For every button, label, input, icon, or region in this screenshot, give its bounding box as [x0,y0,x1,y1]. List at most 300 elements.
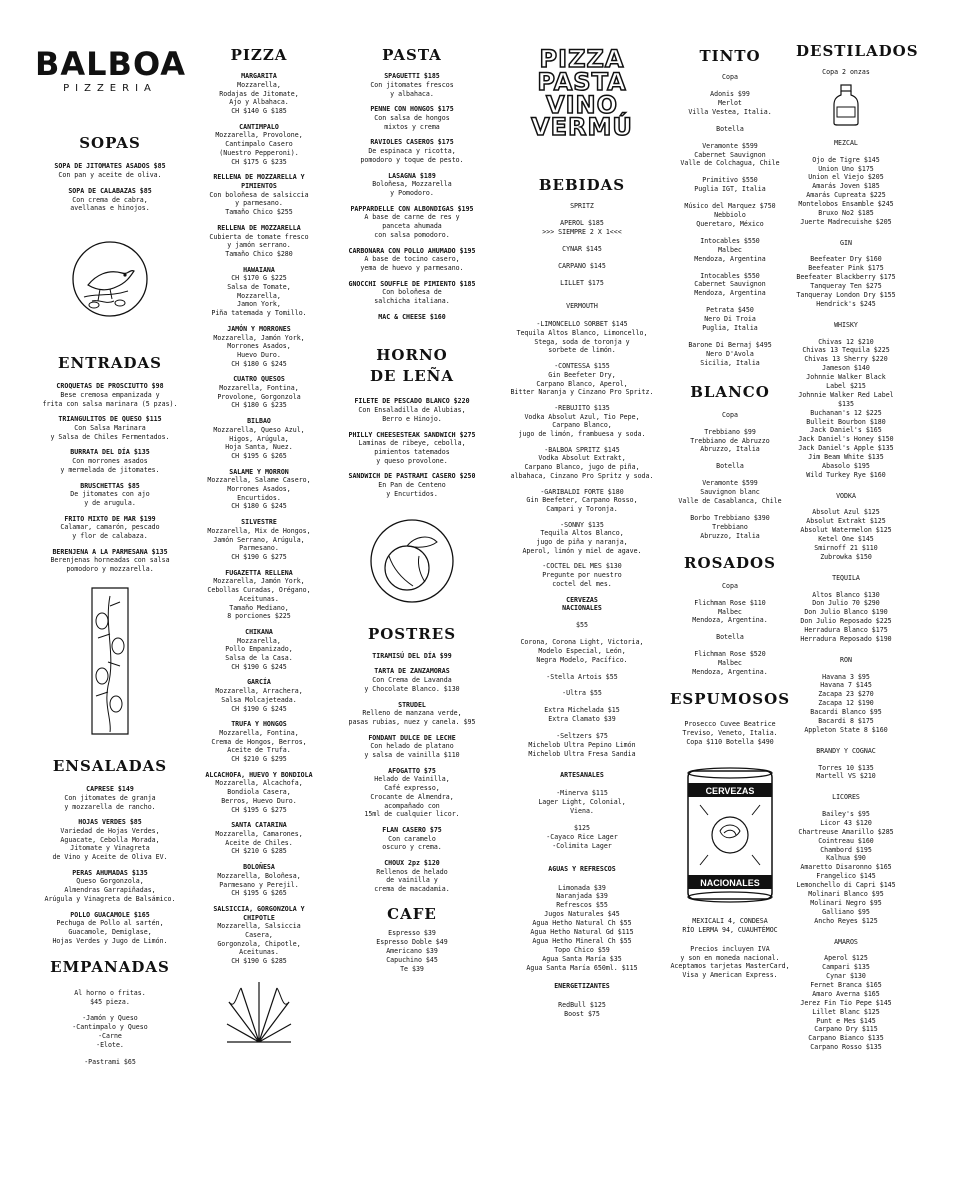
pizza-item-name: GARCÍA [247,678,271,687]
pasta-item-name: GNOCCHI SOUFFLE DE PIMIENTO $185 [348,279,476,288]
pizza-item-desc: Cantimpalo Casero [225,140,293,149]
pizza-item-desc: y jamón serrano. [227,241,291,250]
postres-item [336,701,488,727]
destilados-group-list [796,954,896,1052]
destilados-line: Abasolo $195 [822,462,870,470]
espumosos-list [670,720,790,747]
pasta-item [336,247,488,273]
section-title-ensaladas: ENSALADAS [52,756,168,775]
vermouth-item [508,562,656,588]
pizza-item [203,173,315,217]
cervezas-spacer [508,630,656,638]
cervezas-line: Negra Modelo, Pacífico. [536,655,628,664]
tinto-line: Puglia, Italia [702,323,758,332]
tinto-line: Petrata $450 [706,306,754,315]
vermouth-item-line: sorbete de limón. [548,346,616,355]
rosados-line: Mendoza, Argentina. [692,616,768,625]
vermouth-item-line: jugo de limón, frambuesa y soda. [518,430,646,439]
pizza-item-desc: CH $170 G $225 [231,274,287,283]
destilados-line: Jameson $140 [822,364,870,373]
rosados-line: Copa [722,581,738,590]
entradas-item-desc: y flor de calabaza. [72,532,148,541]
pizza-item-name: CUATRO QUESOS [233,375,285,384]
tinto-line: Barone Di Bernaj $495 [688,340,772,349]
tinto-line: Villa Vestea, Italia. [688,107,772,116]
column-3 [336,0,488,974]
section-title-sopas: SOPAS [79,134,141,153]
destilados-group [796,139,896,227]
empanadas-line: -Elote. [96,1041,124,1050]
destilados-line: Cointreau $160 [818,836,874,845]
vermouth-item [508,404,656,439]
destilados-line: Altos Blanco $130 [812,590,880,599]
column-1 [35,0,185,1067]
blanco-line: Veramonte $599 [702,479,758,488]
pasta-item-desc: Con boloñesa de [382,288,442,297]
ensaladas-item-desc: Con jitomates de granja [64,793,156,802]
pizza-item-name: SANTA CATARINA [231,821,287,830]
artesanales-line: Lager Light, Colonial, [538,798,626,807]
brand-subtitle: PIZZERIA [63,83,157,94]
tinto-line: Merlot [718,99,742,108]
destilados-line: Chivas 12 $210 [818,337,874,346]
pasta-item [336,280,488,306]
pizza-item-desc: CH $175 G $235 [231,157,287,166]
pizza-item-desc: Morrones Asados, [227,342,291,351]
blanco-line: Valle de Casablanca, Chile [678,497,782,505]
pizza-item-desc: Parmesano. [239,544,279,553]
pizza-item-desc: Salsa de Tomate, [227,283,291,292]
column-5 [670,0,790,980]
spritz-spacer [508,237,656,245]
energetizantes-label: ENERGETIZANTES [554,982,610,991]
tagline-vino: VINO [546,90,618,119]
sopas-item-desc: Con pan y aceite de oliva. [58,171,162,180]
entradas-item [35,382,185,408]
section-title-bebidas: BEBIDAS [538,176,626,195]
spritz-label: SPRITZ [570,202,594,211]
destilados-line: Lillet Blanc $125 [812,1007,880,1016]
aguas-line: Agua Santa María $35 [542,954,622,963]
destilados-line: Don Julio Reposado $225 [800,617,892,626]
tinto-spacer [670,194,790,202]
pasta-list [336,72,488,321]
destilados-group [796,793,896,925]
spritz-spacer [508,254,656,262]
address [670,917,790,935]
pizza-item-name: HAWAIANA [243,265,275,274]
section-title-postres: POSTRES [367,625,457,644]
destilados-line: Wild Turkey Rye $160 [806,470,886,479]
pasta-item-desc: y albahaca. [390,89,434,98]
ensaladas-item-desc: Queso Gorgonzola, [76,877,144,886]
cafe-line: Capuchino $45 [386,955,438,964]
entradas-item-name: BRUSCHETTAS $85 [80,481,140,490]
postres-item-desc: 15ml de cualquier licor. [364,810,460,819]
tagline-pasta: PASTA [537,67,627,96]
pizza-item-desc: Crema de Hongos, Berros, [211,737,307,746]
postres-item-desc: crema de macadamia. [374,885,450,894]
pizza-item-name: BOLOÑESA [243,863,275,872]
orange-illustration [367,516,457,606]
destilados-group [796,574,896,644]
destilados-line: Don Julio 70 $290 [812,599,880,608]
pizza-item-name: MARGARITA [241,72,277,81]
horno-item-desc: y Encurtidos. [386,489,438,498]
pizza-item-desc: Rodajas de Jitomate, [219,89,299,98]
destilados-line: Beefeater Blackberry $175 [796,273,896,282]
pizza-item [203,678,315,713]
destilados-line: Hendrick's $245 [816,299,876,308]
destilados-line: Licor 43 $120 [820,818,872,827]
destilados-line: Amarás Cupreata $225 [806,191,886,200]
destilados-group-list [796,255,896,308]
pizza-item-name: SILVESTRE [241,518,277,527]
footer-line: Aceptamos tarjetas MasterCard, [670,962,790,971]
pizza-item-desc: Mozzarella, Boloñesa, [217,871,301,880]
pizza-item [203,569,315,621]
rosados-spacer [670,642,790,650]
empanadas-spacer [35,1006,185,1014]
vermouth-item-line: Vodka Absolut Azul, Tio Pepe, [524,412,640,421]
destilados-line: Absolut Azul $125 [812,508,880,517]
energetizantes-list [508,1001,656,1019]
tinto-line: Nero Di Troia [704,315,756,324]
tinto-line: Veramonte $599 [702,141,758,150]
vermouth-item-line: Stega, soda de toronja y [534,337,630,346]
rosados-line: Malbec [718,607,742,616]
cervezas-line: Michelob Ultra Fresa Sandia [528,749,636,758]
horno-title-line-1: HORNO [376,346,448,365]
destilados-line: Chartreuse Amarillo $285 [798,827,894,836]
postres-item [336,767,488,819]
horno-item-name: FILETE DE PESCADO BLANCO $220 [354,397,470,406]
postres-item-desc: Relleno de manzana verde, [362,709,462,718]
postres-item-desc: y salsa de vainilla $110 [364,751,460,760]
cervezas-line: Extra Michelada $15 [544,706,620,715]
pizza-item-desc: Mozzarella, Jamón York, [213,333,305,342]
destilados-group-list [796,508,896,561]
vermouth-item-line: Gin Beefeter Dry, [548,370,616,379]
postres-item-desc: Con caramelo [388,834,436,843]
ensaladas-item-desc: Guacamole, Demiglase, [68,927,152,936]
vermouth-item [508,488,656,514]
tinto-spacer [670,298,790,306]
artesanales-line: Viena. [570,807,594,816]
pizza-item-desc: Salsa Molcajeteada. [221,695,297,704]
cervezas-line: Michelob Ultra Pepino Limón [528,741,636,749]
destilados-line: Chivas 13 Tequila $225 [802,346,890,355]
section-title-horno [336,345,488,387]
rosados-line: Flichman Rose $520 [694,650,766,659]
ensaladas-list [35,785,185,945]
vermouth-list [508,320,656,588]
cervezas-spacer [508,724,656,732]
pizza-item-name: TRUFA Y HONGOS [231,720,287,729]
destilados-group-list [796,591,896,644]
pizza-item-desc: CH $190 G $245 [231,704,287,713]
cervezas-list [508,621,656,759]
ensaladas-item-desc: y mozzarella de rancho. [64,802,156,811]
pizza-item-desc: Mozzarella, Fontina, [219,384,299,393]
destilados-group-label: RON [840,655,852,664]
spritz-line: CYNAR $145 [562,244,602,253]
pizza-item-desc: CH $180 G $245 [231,502,287,511]
destilados-line: Aperol $125 [824,954,868,963]
rosados-list [670,582,790,677]
blanco-line: Abruzzo, Italia [700,445,760,454]
cafe-line: Americano $39 [386,946,438,955]
aguas-line: Naranjada $39 [556,892,608,901]
pizza-item [203,628,315,672]
destilados-line: Molinari Blanco $95 [808,890,884,899]
blanco-line: Abruzzo, Italia [700,531,760,540]
pasta-item [336,172,488,198]
ensaladas-item-desc: Hojas Verdes y Jugo de Limón. [52,936,168,945]
pizza-item-desc: Encurtidos. [237,493,281,502]
vermouth-item-line: Tequila Altos Blanco, [540,529,624,538]
postres-item [336,859,488,894]
cafe-line: Te $39 [400,964,424,973]
tinto-line: Cabernet Sauvignon [694,150,766,159]
postres-item-desc: Rellenos de helado [376,867,448,876]
pizza-item [203,224,315,259]
horno-item-desc: Berro e Hinojo. [382,414,442,423]
pasta-item-desc: y Pomodoro. [390,188,434,197]
pizza-item-desc: Morrones Asados, [227,485,291,494]
pizza-item-desc: Salsa de la Casa. [225,654,293,663]
destilados-line: Ancho Reyes $125 [814,916,878,925]
destilados-line: Herradura Reposado $190 [800,634,892,643]
postres-item-name: CHOUX 2pz $120 [384,859,440,868]
pasta-item-name: PENNE CON HONGOS $175 [370,105,454,114]
blanco-spacer [670,420,790,428]
pasta-item-desc: De espinaca y ricotta, [368,147,456,156]
destilados-line: Johnnie Walker Red Label $135 [798,390,894,408]
artesanales-label: ARTESANALES [560,770,604,779]
pizza-item-desc: CH $195 G $265 [231,889,287,898]
ensaladas-item-name: HOJAS VERDES $85 [78,818,142,827]
destilados-line: Jack Daniel's $165 [810,426,882,435]
pizza-item-desc: Provolone, Gorgonzola [217,392,301,401]
postres-item-desc: Con Crema de Lavanda [372,676,452,685]
destilados-group-label: TEQUILA [832,573,860,582]
horno-item-desc: En Pan de Centeno [378,481,446,490]
section-title-pasta: PASTA [382,46,442,64]
can-top-text: CERVEZAS [705,785,755,796]
destilados-line: Jack Daniel's Honey $150 [798,435,894,444]
ensaladas-item-desc: Variedad de Hojas Verdes, [60,826,160,835]
postres-item-desc: de vainilla y [386,876,438,885]
blanco-line: Trebbiano $99 [704,427,756,436]
pizza-item-name: JAMÓN Y MORRONES [227,324,291,333]
pizza-item-desc: CH $195 G $265 [231,451,287,460]
pizza-item-desc: Tamaño Mediano, [229,603,289,612]
bird-illustration [70,239,150,319]
tinto-spacer [670,82,790,90]
tinto-spacer [670,134,790,142]
destilados-groups [796,139,896,1052]
pizza-item-desc: y parmesano. [235,199,283,208]
entradas-item [35,448,185,474]
destilados-line: Appleton State 8 $160 [804,725,888,734]
horno-item-desc: Laminas de ribeye, cebolla, [358,439,466,448]
blanco-line: Trebbiano [712,522,748,531]
pizza-item-desc: CH $180 G $245 [231,359,287,368]
footer-note [670,945,790,981]
pizza-item-desc: Aceite de Trufa. [227,746,291,755]
ensaladas-item-desc: Aguacate, Cebolla Morada, [60,835,160,844]
horno-item-desc: Con Ensaladilla de Alubias, [358,406,466,415]
tagline-block [508,45,656,142]
destilados-line: Carpano Dry $115 [814,1025,878,1034]
cervezas-line: Extra Clamato $39 [548,715,616,724]
empanadas-intro-line: Al horno o fritas. [74,988,146,997]
tinto-line: Cabernet Sauvignon [694,280,766,289]
horno-item [336,472,488,498]
pasta-item [336,138,488,164]
tinto-line: Puglia IGT, Italia [694,185,766,194]
energetizantes-line: Boost $75 [564,1010,600,1019]
horno-list [336,397,488,498]
pasta-item-desc: mixtos y crema [384,122,440,131]
cervezas-line: -Stella Artois $55 [546,672,618,681]
pasta-item-desc: panceta ahumada [382,222,442,231]
postres-item-name: TIRAMISÚ DEL DÍA $99 [372,651,452,660]
pizza-item [203,325,315,369]
entradas-item-desc: y de arugula. [84,498,136,507]
postres-item-desc: pasas rubias, nuez y canela. $95 [348,717,476,726]
pizza-item-desc: Cebollas Curadas, Orégano, [207,586,311,595]
vermouth-item-line: Vodka Absolut Extrakt, [538,454,626,463]
section-title-tinto: TINTO [699,47,761,65]
pasta-item-name: RAVIOLES CASEROS $175 [370,138,454,147]
spritz-spacer [508,271,656,279]
destilados-line: Jerez Fin Tio Pepe $145 [800,998,892,1007]
empanadas-line: -Carne [98,1032,122,1041]
destilados-line: Jack Daniel's Apple $135 [798,444,894,453]
pizza-item-desc: Tamaño Chico $255 [225,208,293,217]
sun-rays-illustration [223,980,295,1044]
pizza-item [203,266,315,318]
destilados-line: Chambord $195 [820,845,872,854]
pizza-item [203,720,315,764]
destilados-group-label: MEZCAL [834,138,858,147]
artesanales-line: -Colimita Lager [552,841,612,850]
destilados-line: Kalhua $90 [826,854,866,863]
destilados-group-label: LICORES [832,793,860,802]
blanco-spacer [670,454,790,462]
destilados-line: Galliano $95 [822,907,870,916]
blanco-line: Botella [716,462,744,471]
pizza-item-desc: CH $180 G $235 [231,401,287,410]
sopas-item-desc: avellanas e hinojos. [70,204,150,213]
pizza-item [203,468,315,512]
destilados-line: Zacapa 12 $190 [818,699,874,708]
empanadas-line: -Pastrami $65 [84,1057,136,1066]
destilados-group [796,938,896,1053]
tinto-spacer [670,168,790,176]
section-title-blanco: BLANCO [690,382,770,401]
postres-item-desc: Café expresso, [384,784,440,793]
pizza-item-desc: (Nuestro Pepperoni). [219,148,299,157]
pizza-item-desc: Mozzarella, [237,636,281,645]
postres-item-name: STRUDEL [398,700,426,709]
aguas-label: AGUAS Y REFRESCOS [548,864,616,873]
ensaladas-item-name: POLLO GUACAMOLE $165 [70,910,150,919]
pizza-item-desc: Higos, Arúgula, [229,434,289,443]
sopas-item-name: SOPA DE JITOMATES ASADOS $85 [54,162,166,171]
entradas-item-desc: y Salsa de Chiles Fermentados. [50,432,170,441]
rosados-line: Malbec [718,659,742,668]
rosados-spacer [670,625,790,633]
entradas-item-name: BURRATA DEL DÍA $135 [70,448,150,457]
pizza-item-desc: Hoja Santa, Nuez. [225,443,293,452]
destilados-line: Campari $135 [822,963,870,972]
blanco-list [670,411,790,541]
spritz-list [508,219,656,287]
tinto-spacer [670,229,790,237]
pizza-item-desc: Aceite de Chiles. [225,838,293,847]
postres-item [336,652,488,661]
pasta-item-name: SPAGUETTI $185 [384,72,440,81]
aguas-line: Limonada $39 [558,883,606,892]
pizza-item-desc: Piña tatemada y Tomillo. [211,309,307,318]
pizza-item-desc: Ajo y Albahaca. [229,98,289,107]
entradas-item [35,482,185,508]
destilados-line: Zacapa 23 $270 [818,690,874,699]
destilados-line: Montelobos Ensamble $245 [798,200,894,209]
tinto-line: Copa [722,73,738,82]
pizza-item-desc: Aceitunas. [239,594,279,603]
pasta-item [336,105,488,131]
destilados-group [796,492,896,562]
postres-list [336,652,488,894]
pizza-item [203,771,315,815]
aguas-line: Jugos Naturales $45 [544,910,620,919]
ensaladas-item-name: PERAS AHUMADAS $135 [72,868,148,877]
pasta-item-desc: con salsa pomodoro. [374,230,450,239]
pizza-list [203,72,315,966]
pasta-item-desc: salchicha italiana. [374,297,450,306]
pizza-item-desc: Mozzarella, Provolone, [215,131,303,140]
ensaladas-item [35,785,185,811]
horno-item [336,397,488,423]
section-title-pizza: PIZZA [230,46,288,64]
pizza-item-desc: CH $140 G $185 [231,107,287,116]
destilados-line: Union Uno $175 [818,164,874,173]
ensaladas-item-desc: de Vino y Aceite de Oliva EV. [52,853,168,862]
entradas-item-name: CROQUETAS DE PROSCIUTTO $98 [56,382,164,391]
pizza-item-desc: Mozzarella, Salsiccia Casera, [217,922,301,940]
tinto-line: Mendoza, Argentina [694,289,766,298]
pizza-item-desc: CH $190 G $285 [231,957,287,966]
entradas-item-name: BERENJENA A LA PARMESANA $135 [52,547,168,556]
destilados-line: Smirnoff 21 $110 [814,544,878,553]
destilados-line: Torres 10 $135 [818,763,874,772]
pizza-item-desc: Mozzarella, Fontina, [219,728,299,737]
column-2 [203,0,315,1044]
postres-item [336,667,488,693]
destilados-line: Bacardi Blanco $95 [810,708,882,717]
pizza-item-desc: Mozzarella, Queso Azul, [213,425,305,434]
vermouth-item-line: Campari y Toronja. [546,504,618,513]
destilados-line: Carpano Rosso $135 [810,1043,882,1052]
tinto-spacer [670,117,790,125]
vermouth-item [508,362,656,397]
section-title-empanadas: EMPANADAS [50,958,170,977]
spritz-line: APEROL $185 [560,219,604,228]
